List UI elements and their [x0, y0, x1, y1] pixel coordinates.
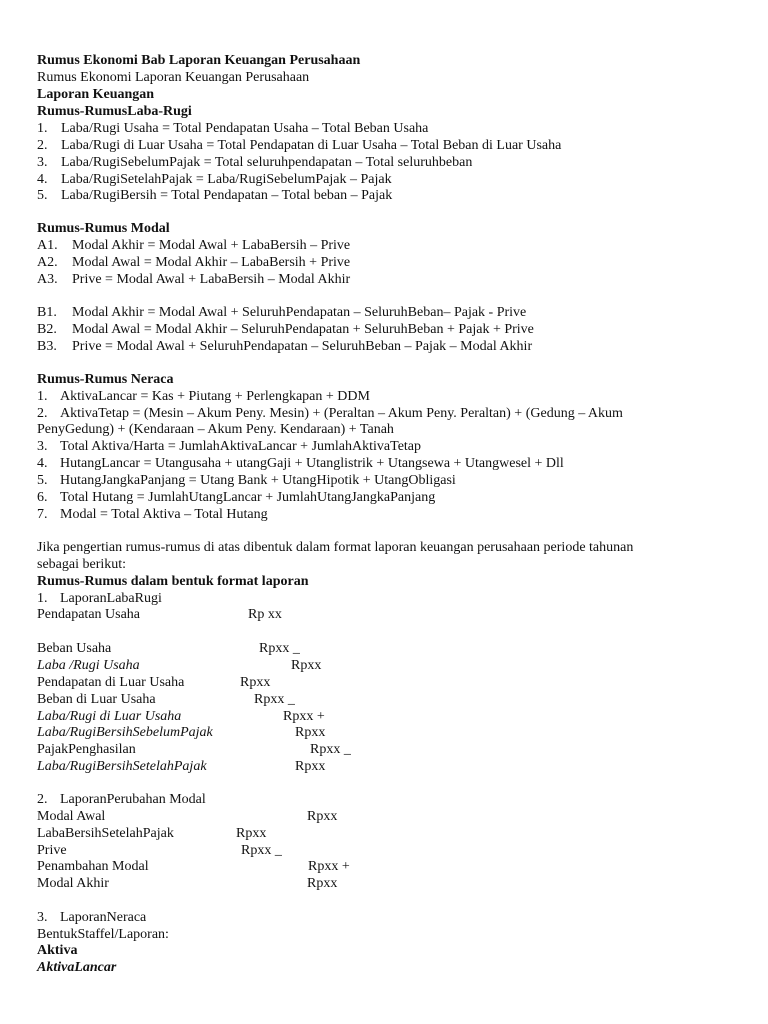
row-label: Laba/RugiBersihSetelahPajak [37, 759, 207, 774]
row-amount: Rpxx [240, 675, 271, 690]
modal-heading: Rumus-Rumus Modal [37, 221, 170, 236]
row-label: Pendapatan di Luar Usaha [37, 675, 185, 690]
report-form: BentukStaffel/Laporan: [37, 927, 169, 942]
list-number: 3. [37, 439, 48, 454]
row-label: Laba/Rugi di Luar Usaha [37, 709, 182, 724]
list-item: Modal Akhir = Modal Awal + LabaBersih – Prive [72, 238, 351, 253]
aktiva-heading: Aktiva [37, 943, 78, 958]
list-number: A1. [37, 238, 58, 253]
row-amount: Rpxx [295, 759, 326, 774]
list-item: Prive = Modal Awal + SeluruhPendapatan – SeluruhBeban – Pajak – Modal Akhir [72, 339, 533, 354]
list-item: Laba/Rugi Usaha = Total Pendapatan Usaha – Total Beban Usaha [61, 121, 429, 136]
row-amount: Rpxx [291, 658, 322, 673]
intro-paragraph-line1: Jika pengertian rumus-rumus di atas dibentuk dalam format laporan keuangan perusahaan periode tahunan [37, 540, 634, 555]
list-number: 1. [37, 389, 48, 404]
report-title: LaporanNeraca [60, 910, 147, 925]
row-label: Prive [37, 843, 67, 858]
list-number: B1. [37, 305, 57, 320]
list-item: HutangLancar = Utangusaha + utangGaji + Utanglistrik + Utangsewa + Utangwesel + Dll [60, 456, 564, 471]
list-item: Laba/RugiSetelahPajak = Laba/RugiSebelumPajak – Pajak [61, 172, 392, 187]
row-label: LabaBersihSetelahPajak [37, 826, 174, 841]
list-number: 1. [37, 121, 48, 136]
list-item: Prive = Modal Awal + LabaBersih – Modal Akhir [72, 272, 351, 287]
list-number: 6. [37, 490, 48, 505]
row-amount: Rpxx [307, 809, 338, 824]
format-heading: Rumus-Rumus dalam bentuk format laporan [37, 574, 309, 589]
list-item: Laba/RugiSebelumPajak = Total seluruhpendapatan – Total seluruhbeban [61, 155, 473, 170]
row-label: Laba/RugiBersihSebelumPajak [37, 725, 213, 740]
document-title: Rumus Ekonomi Bab Laporan Keuangan Perusahaan [37, 53, 361, 68]
list-number: 5. [37, 473, 48, 488]
report-title: LaporanLabaRugi [60, 591, 162, 606]
row-amount: Rpxx _ [259, 641, 300, 656]
list-number: 2. [37, 406, 48, 421]
list-item: Modal Awal = Modal Akhir – LabaBersih + Prive [72, 255, 351, 270]
list-item: HutangJangkaPanjang = Utang Bank + UtangHipotik + UtangObligasi [60, 473, 456, 488]
section-heading: Laporan Keuangan [37, 87, 155, 102]
row-label: Pendapatan Usaha [37, 607, 141, 622]
row-amount: Rpxx + [283, 709, 325, 724]
list-item: AktivaLancar = Kas + Piutang + Perlengkapan + DDM [60, 389, 370, 404]
report-title: LaporanPerubahan Modal [60, 792, 206, 807]
list-number: A3. [37, 272, 58, 287]
row-amount: Rpxx _ [241, 843, 282, 858]
list-item: Laba/Rugi di Luar Usaha = Total Pendapatan di Luar Usaha – Total Beban di Luar Usaha [61, 138, 562, 153]
row-label: Laba /Rugi Usaha [37, 658, 140, 673]
row-amount: Rpxx _ [254, 692, 295, 707]
list-item: Laba/RugiBersih = Total Pendapatan – Total beban – Pajak [61, 188, 393, 203]
list-number: 3. [37, 910, 48, 925]
list-number: 2. [37, 792, 48, 807]
row-label: Beban Usaha [37, 641, 112, 656]
row-label: Penambahan Modal [37, 859, 149, 874]
row-amount: Rpxx [236, 826, 267, 841]
list-number: 7. [37, 507, 48, 522]
intro-paragraph-line2: sebagai berikut: [37, 557, 127, 572]
list-number: 1. [37, 591, 48, 606]
row-amount: Rpxx + [308, 859, 350, 874]
row-amount: Rp xx [248, 607, 282, 622]
row-label: Beban di Luar Usaha [37, 692, 156, 707]
row-amount: Rpxx [295, 725, 326, 740]
aktiva-lancar-heading: AktivaLancar [37, 960, 117, 975]
list-number: B3. [37, 339, 57, 354]
row-label: Modal Awal [37, 809, 106, 824]
list-item: Modal Akhir = Modal Awal + SeluruhPendapatan – SeluruhBeban– Pajak - Prive [72, 305, 527, 320]
list-item: AktivaTetap = (Mesin – Akum Peny. Mesin) + (Peraltan – Akum Peny. Peraltan) + (Gedung – Akum [60, 406, 623, 421]
list-item: Modal Awal = Modal Akhir – SeluruhPendapatan + SeluruhBeban + Pajak + Prive [72, 322, 534, 337]
list-item: Total Hutang = JumlahUtangLancar + JumlahUtangJangkaPanjang [60, 490, 436, 505]
list-item: Modal = Total Aktiva – Total Hutang [60, 507, 268, 522]
neraca-heading: Rumus-Rumus Neraca [37, 372, 174, 387]
list-number: 2. [37, 138, 48, 153]
list-item: Total Aktiva/Harta = JumlahAktivaLancar + JumlahAktivaTetap [60, 439, 422, 454]
row-amount: Rpxx _ [310, 742, 351, 757]
list-number: A2. [37, 255, 58, 270]
row-label: PajakPenghasilan [37, 742, 136, 757]
row-label: Modal Akhir [37, 876, 109, 891]
laba-rugi-heading: Rumus-RumusLaba-Rugi [37, 104, 192, 119]
list-number: 5. [37, 188, 48, 203]
list-number: 4. [37, 456, 48, 471]
document-subtitle: Rumus Ekonomi Laporan Keuangan Perusahaan [37, 70, 310, 85]
list-item-continuation: PenyGedung) + (Kendaraan – Akum Peny. Kendaraan) + Tanah [37, 422, 394, 437]
list-number: 4. [37, 172, 48, 187]
list-number: B2. [37, 322, 57, 337]
list-number: 3. [37, 155, 48, 170]
row-amount: Rpxx [307, 876, 338, 891]
